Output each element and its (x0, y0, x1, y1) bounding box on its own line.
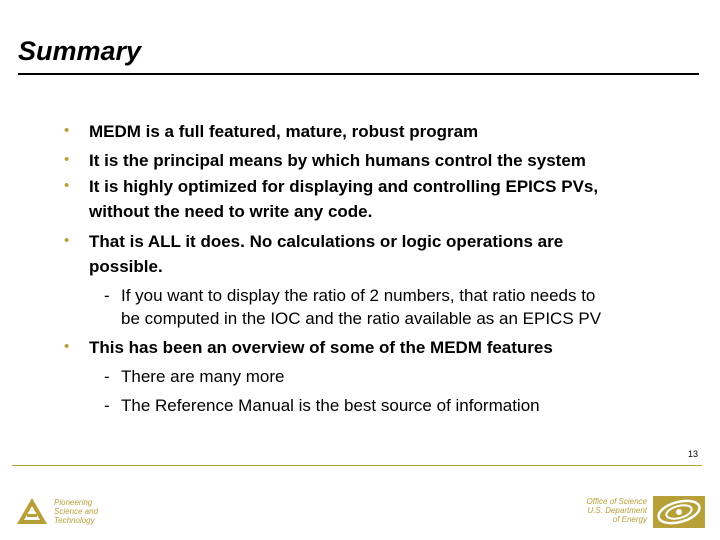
page-title: Summary (18, 36, 142, 66)
sub-dash: - (104, 396, 110, 415)
footer-tagline-line: Pioneering (54, 498, 93, 507)
bullet-dot: • (64, 122, 70, 139)
page-number: 13 (688, 449, 699, 459)
bullet-dot: • (64, 177, 70, 194)
bullet-text: MEDM is a full featured, mature, robust program (89, 122, 479, 141)
argonne-logo-icon (16, 497, 48, 525)
bullet-dot: • (64, 151, 70, 168)
footer-tagline (54, 498, 98, 525)
footer-rule (12, 465, 702, 466)
title-rule (18, 73, 699, 75)
footer-office (587, 497, 647, 524)
bullet-text: possible. (89, 257, 163, 276)
sub-dash: - (104, 286, 110, 305)
bullet-text: It is highly optimized for displaying and controlling EPICS PVs, (89, 177, 599, 196)
bullet-text: It is the principal means by which humans control the system (89, 151, 586, 170)
bullet-text: That is ALL it does. No calculations or logic operations are (89, 232, 564, 251)
bullet-dot: • (64, 338, 70, 355)
sub-bullet-text: If you want to display the ratio of 2 numbers, that ratio needs to (121, 286, 596, 305)
sub-bullet-text: be computed in the IOC and the ratio available as an EPICS PV (121, 309, 602, 328)
sub-bullet-text: The Reference Manual is the best source of information (121, 396, 540, 415)
footer-tagline-line: Science and (54, 507, 99, 516)
bullet-text: This has been an overview of some of the MEDM features (89, 338, 553, 357)
footer-office-line: Office of Science (586, 497, 647, 506)
footer-tagline-line: Technology (54, 516, 95, 525)
sub-dash: - (104, 367, 110, 386)
footer-office-line: U.S. Department (587, 506, 647, 515)
bullet-text: without the need to write any code. (89, 202, 373, 221)
bullet-dot: • (64, 232, 70, 249)
sub-bullet-text: There are many more (121, 367, 285, 386)
doe-office-of-science-logo-icon (652, 495, 706, 529)
footer-office-line: of Energy (612, 515, 647, 524)
